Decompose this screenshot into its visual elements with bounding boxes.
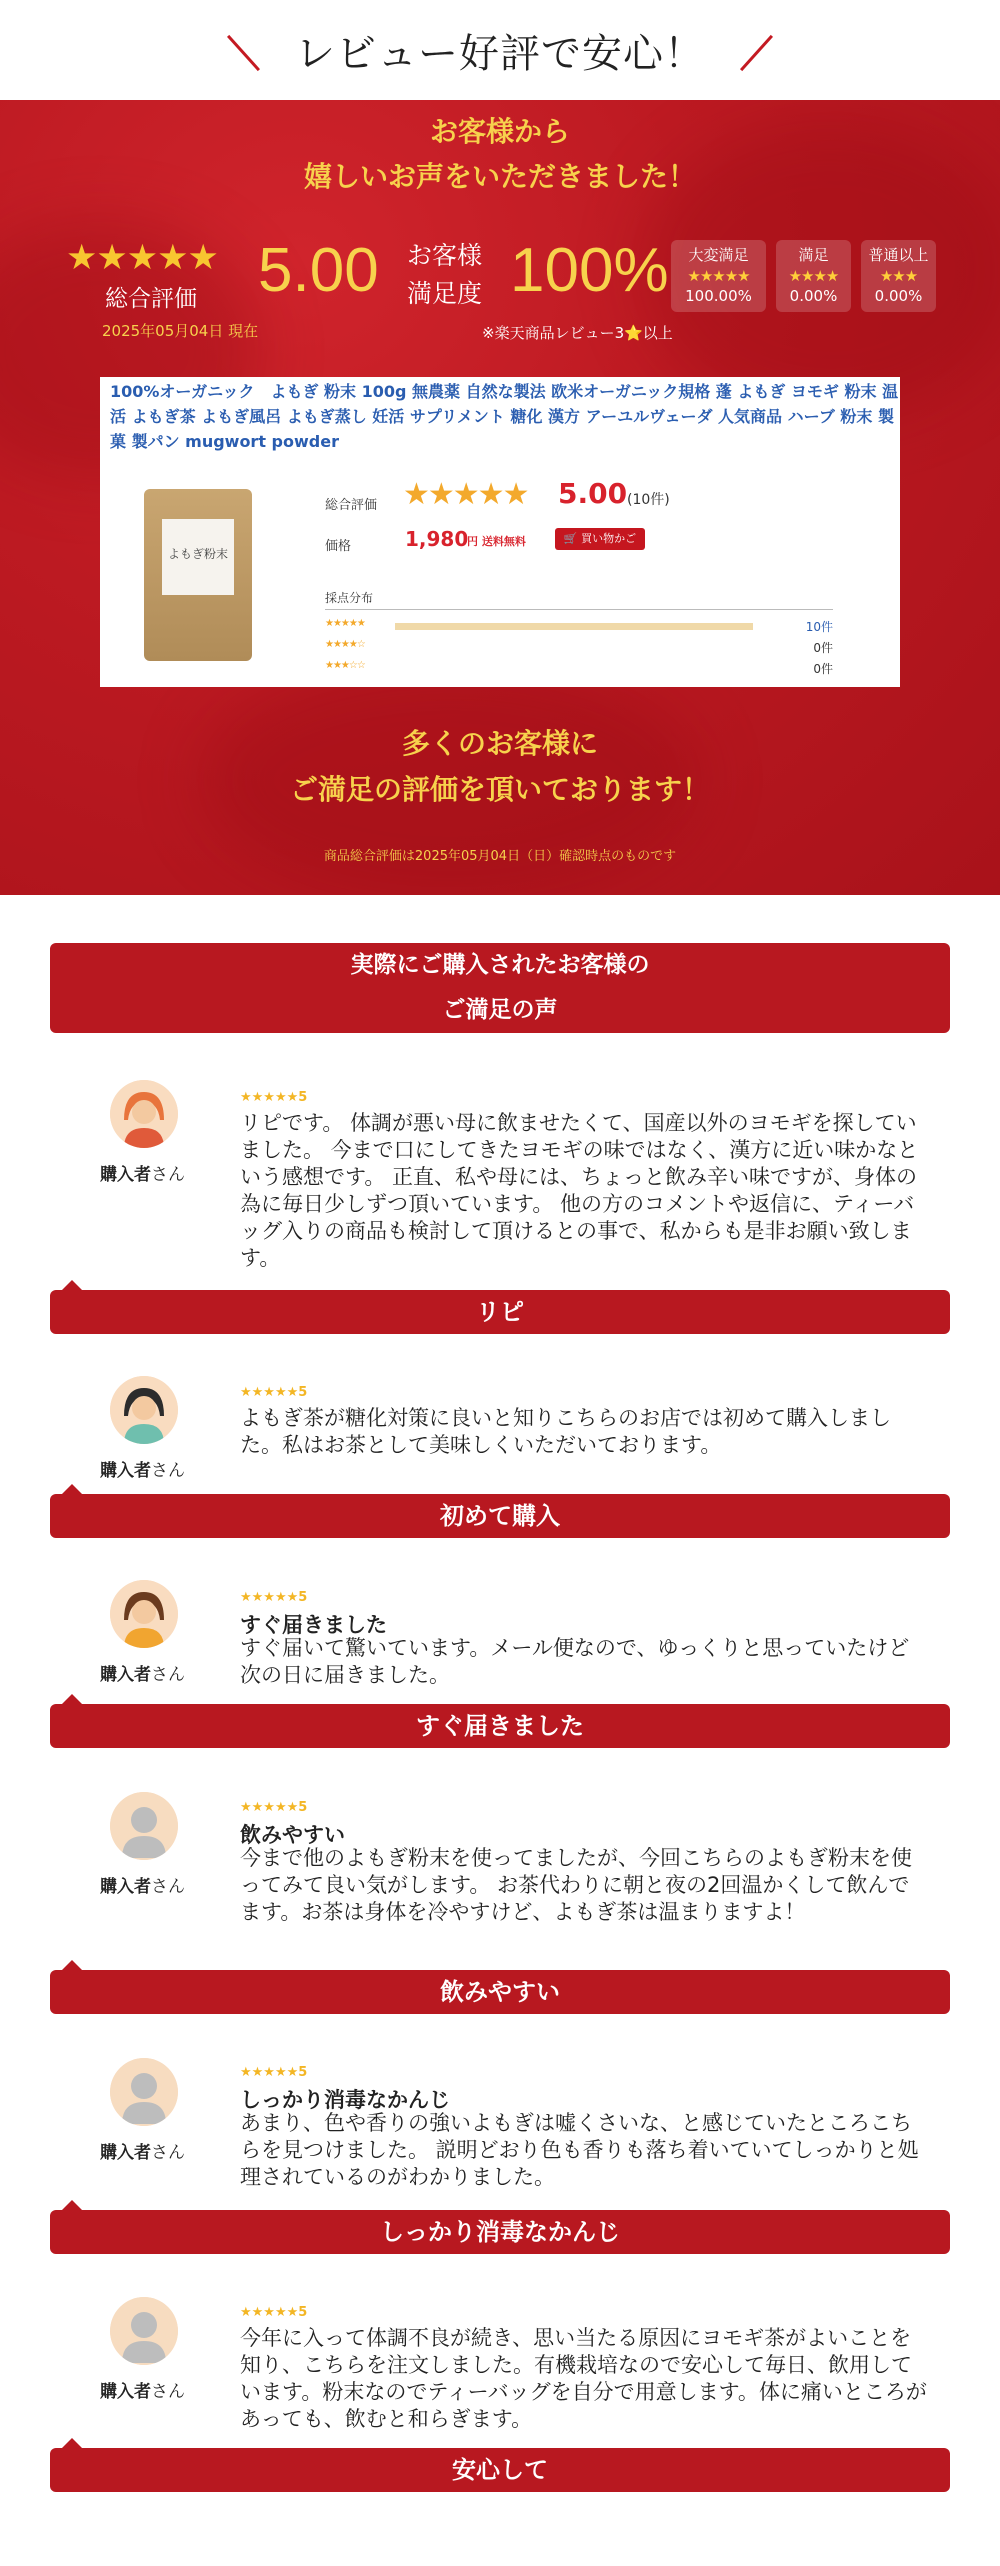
reviewer-name [100, 2138, 185, 2163]
reviewer-name-text: 購入者 [100, 1665, 151, 1685]
satisfaction-label-line: 満足度 [407, 279, 483, 308]
overall-score: 5.00 [258, 236, 379, 305]
add-to-cart-button[interactable]: 🛒 買い物かご [555, 528, 645, 550]
reviewer-name-text: 購入者 [100, 1877, 151, 1897]
distribution-count: 0件 [813, 641, 833, 655]
distribution-stars: ★★★★★ [325, 618, 365, 629]
review-note: ※楽天商品レビュー3⭐以上 [482, 324, 673, 342]
product-rating-label: 総合評価 [325, 498, 378, 513]
reviewer-avatar [110, 1376, 178, 1444]
reviewer-avatar [110, 2297, 178, 2365]
breakdown-stars: ★★★★ [788, 267, 839, 285]
review-title: しっかり消毒なかんじ [240, 2088, 450, 2112]
breakdown-value: 0.00% [874, 287, 923, 305]
product-rating-stars: ★★★★★ [403, 477, 528, 512]
reviewer-avatar [110, 1080, 178, 1148]
reviewer-honorific: さん [151, 2143, 185, 2163]
review-title: すぐ届きました [240, 1613, 387, 1637]
review-tag-band: 安心して [50, 2448, 950, 2492]
review-tag-band: リピ [50, 1290, 950, 1334]
review-title: 飲みやすい [240, 1823, 345, 1847]
overall-stars: ★★★★★ [66, 238, 218, 278]
review-body: 今まで他のよもぎ粉末を使ってましたが、今回こちらのよもぎ粉末を使ってみて良い気がします。 お茶代わりに朝と夜の2回温かくして飲んでます。お茶は身体を冷やすけど、よもぎ茶は温まりますよ！ [240, 1846, 912, 1924]
review-rating: ★★★★★5 [240, 1090, 308, 1105]
price-label: 価格 [325, 539, 352, 554]
page-title: レビュー好評で安心！ [295, 30, 705, 77]
satisfaction-label-line: お客様 [407, 241, 483, 270]
review-tag-band: しっかり消毒なかんじ [50, 2210, 950, 2254]
reviewer-name [100, 1660, 185, 1685]
price-unit: 円 送料無料 [467, 535, 526, 548]
reviewer-name-text: 購入者 [100, 2143, 151, 2163]
reviewer-honorific: さん [151, 1877, 185, 1897]
review-rating: ★★★★★5 [240, 1590, 308, 1605]
rating-banner [0, 100, 1000, 895]
product-title-link[interactable]: 100%オーガニック よもぎ 粉末 100g 無農薬 自然な製法 欧米オーガニック規格 蓬 よもぎ ヨモギ 粉末 温活 よもぎ茶 よもぎ風呂 よもぎ蒸し 妊活 サプリメント 糖化 漢方 アーユルヴェーダ 人気商品 ハーブ 粉末 製菓 製パン mugwort powder [110, 382, 899, 451]
product-card[interactable] [100, 377, 900, 687]
reviewer-name-text: 購入者 [100, 1461, 151, 1481]
distribution-stars: ★★★★☆ [325, 639, 365, 650]
distribution-stars: ★★★☆☆ [325, 660, 365, 671]
reviewer-honorific: さん [151, 1665, 185, 1685]
product-review-count[interactable]: (10件) [627, 492, 670, 508]
distribution-row [325, 660, 835, 676]
section-heading-line: ご満足の声 [442, 997, 558, 1023]
reviewer-name [100, 2377, 185, 2402]
reviewer-name [100, 1160, 185, 1185]
decorative-slash-left [227, 35, 260, 71]
distribution-row [325, 618, 835, 634]
breakdown-satisfied [776, 240, 851, 312]
reviewer-name [100, 1456, 185, 1481]
breakdown-label: 満足 [798, 246, 829, 264]
banner-subtitle: お客様から [429, 115, 570, 148]
breakdown-value: 0.00% [789, 287, 838, 305]
reviewer-name-text: 購入者 [100, 1165, 151, 1185]
distribution-count: 0件 [813, 662, 833, 676]
price-value: 1,980 [405, 527, 469, 551]
decorative-slash-right [740, 35, 773, 71]
breakdown-label: 大変満足 [688, 246, 749, 264]
review-tag-band: 飲みやすい [50, 1970, 950, 2014]
reviewer-honorific: さん [151, 1165, 185, 1185]
reviewer-honorific: さん [151, 2382, 185, 2402]
breakdown-average-or-above [861, 240, 936, 312]
review-rating: ★★★★★5 [240, 2305, 308, 2320]
as-of-date: 2025年05月04日 現在 [102, 322, 259, 340]
distribution-count[interactable]: 10件 [805, 620, 833, 634]
breakdown-value: 100.00% [685, 287, 752, 305]
reviewer-name-text: 購入者 [100, 2382, 151, 2402]
review-tag-band: すぐ届きました [50, 1704, 950, 1748]
distribution-bar [395, 623, 753, 630]
banner-subtitle: 嬉しいお声をいただきました！ [303, 160, 696, 193]
reviews-section-heading [50, 943, 950, 1033]
review-body: よもぎ茶が糖化対策に良いと知りこちらのお店では初めて購入しました。私はお茶として美味しくいただいております。 [240, 1406, 891, 1457]
product-rating-score: 5.00 [558, 477, 628, 510]
review-rating: ★★★★★5 [240, 2065, 308, 2080]
distribution-row [325, 639, 835, 655]
banner-footer: ご満足の評価を頂いております！ [289, 773, 710, 806]
reviewer-avatar [110, 1792, 178, 1860]
breakdown-very-satisfied [671, 240, 766, 312]
reviewer-avatar [110, 1580, 178, 1648]
review-body: あまり、色や香りの強いよもぎは嘘くさいな、と感じていたところこちらを見つけました。 説明どおり色も香りも落ち着いていてしっかりと処理されているのがわかりました。 [240, 2111, 919, 2189]
satisfaction-percent: 100% [510, 236, 669, 305]
banner-footer: 多くのお客様に [401, 727, 598, 760]
reviewer-honorific: さん [151, 1461, 185, 1481]
review-rating: ★★★★★5 [240, 1385, 308, 1400]
package-label: よもぎ粉末 [162, 519, 234, 595]
banner-fine-print: 商品総合評価は2025年05月04日（日）確認時点のものです [323, 849, 677, 864]
overall-label: 総合評価 [105, 286, 197, 312]
review-body: 今年に入って体調不良が続き、思い当たる原因にヨモギ茶がよいことを知り、こちらを注文しました。有機栽培なので安心して毎日、飲用しています。粉末なのでティーバッグを自分で用意します。体に痛いところがあっても、飲むと和らぎます。 [240, 2326, 927, 2431]
product-image[interactable] [144, 489, 252, 661]
section-heading-line: 実際にご購入されたお客様の [350, 952, 650, 978]
breakdown-stars: ★★★ [879, 267, 918, 285]
review-tag-band: 初めて購入 [50, 1494, 950, 1538]
satisfaction-label [407, 237, 482, 313]
page-header [0, 0, 1000, 100]
distribution-label: 採点分布 [325, 591, 374, 605]
breakdown-label: 普通以上 [868, 246, 929, 264]
breakdown-stars: ★★★★★ [687, 267, 750, 285]
review-body: すぐ届いて驚いています。メール便なので、ゆっくりと思っていたけど次の日に届きました。 [240, 1636, 910, 1687]
review-body: リピです。 体調が悪い母に飲ませたくて、国産以外のヨモギを探していました。 今まで口にしてきたヨモギの味ではなく、漢方に近い味かなという感想です。 正直、私や母には、ちょっと飲み辛い味ですが、身体の為に毎日少しずつ頂いています。 他の方のコメントや返信に、ティーバッグ入りの商品も検討して頂けるとの事で、私からも是非お願い致します。 [240, 1111, 919, 1270]
reviewer-name [100, 1872, 185, 1897]
review-rating: ★★★★★5 [240, 1800, 308, 1815]
divider [325, 609, 833, 610]
reviewer-avatar [110, 2058, 178, 2126]
